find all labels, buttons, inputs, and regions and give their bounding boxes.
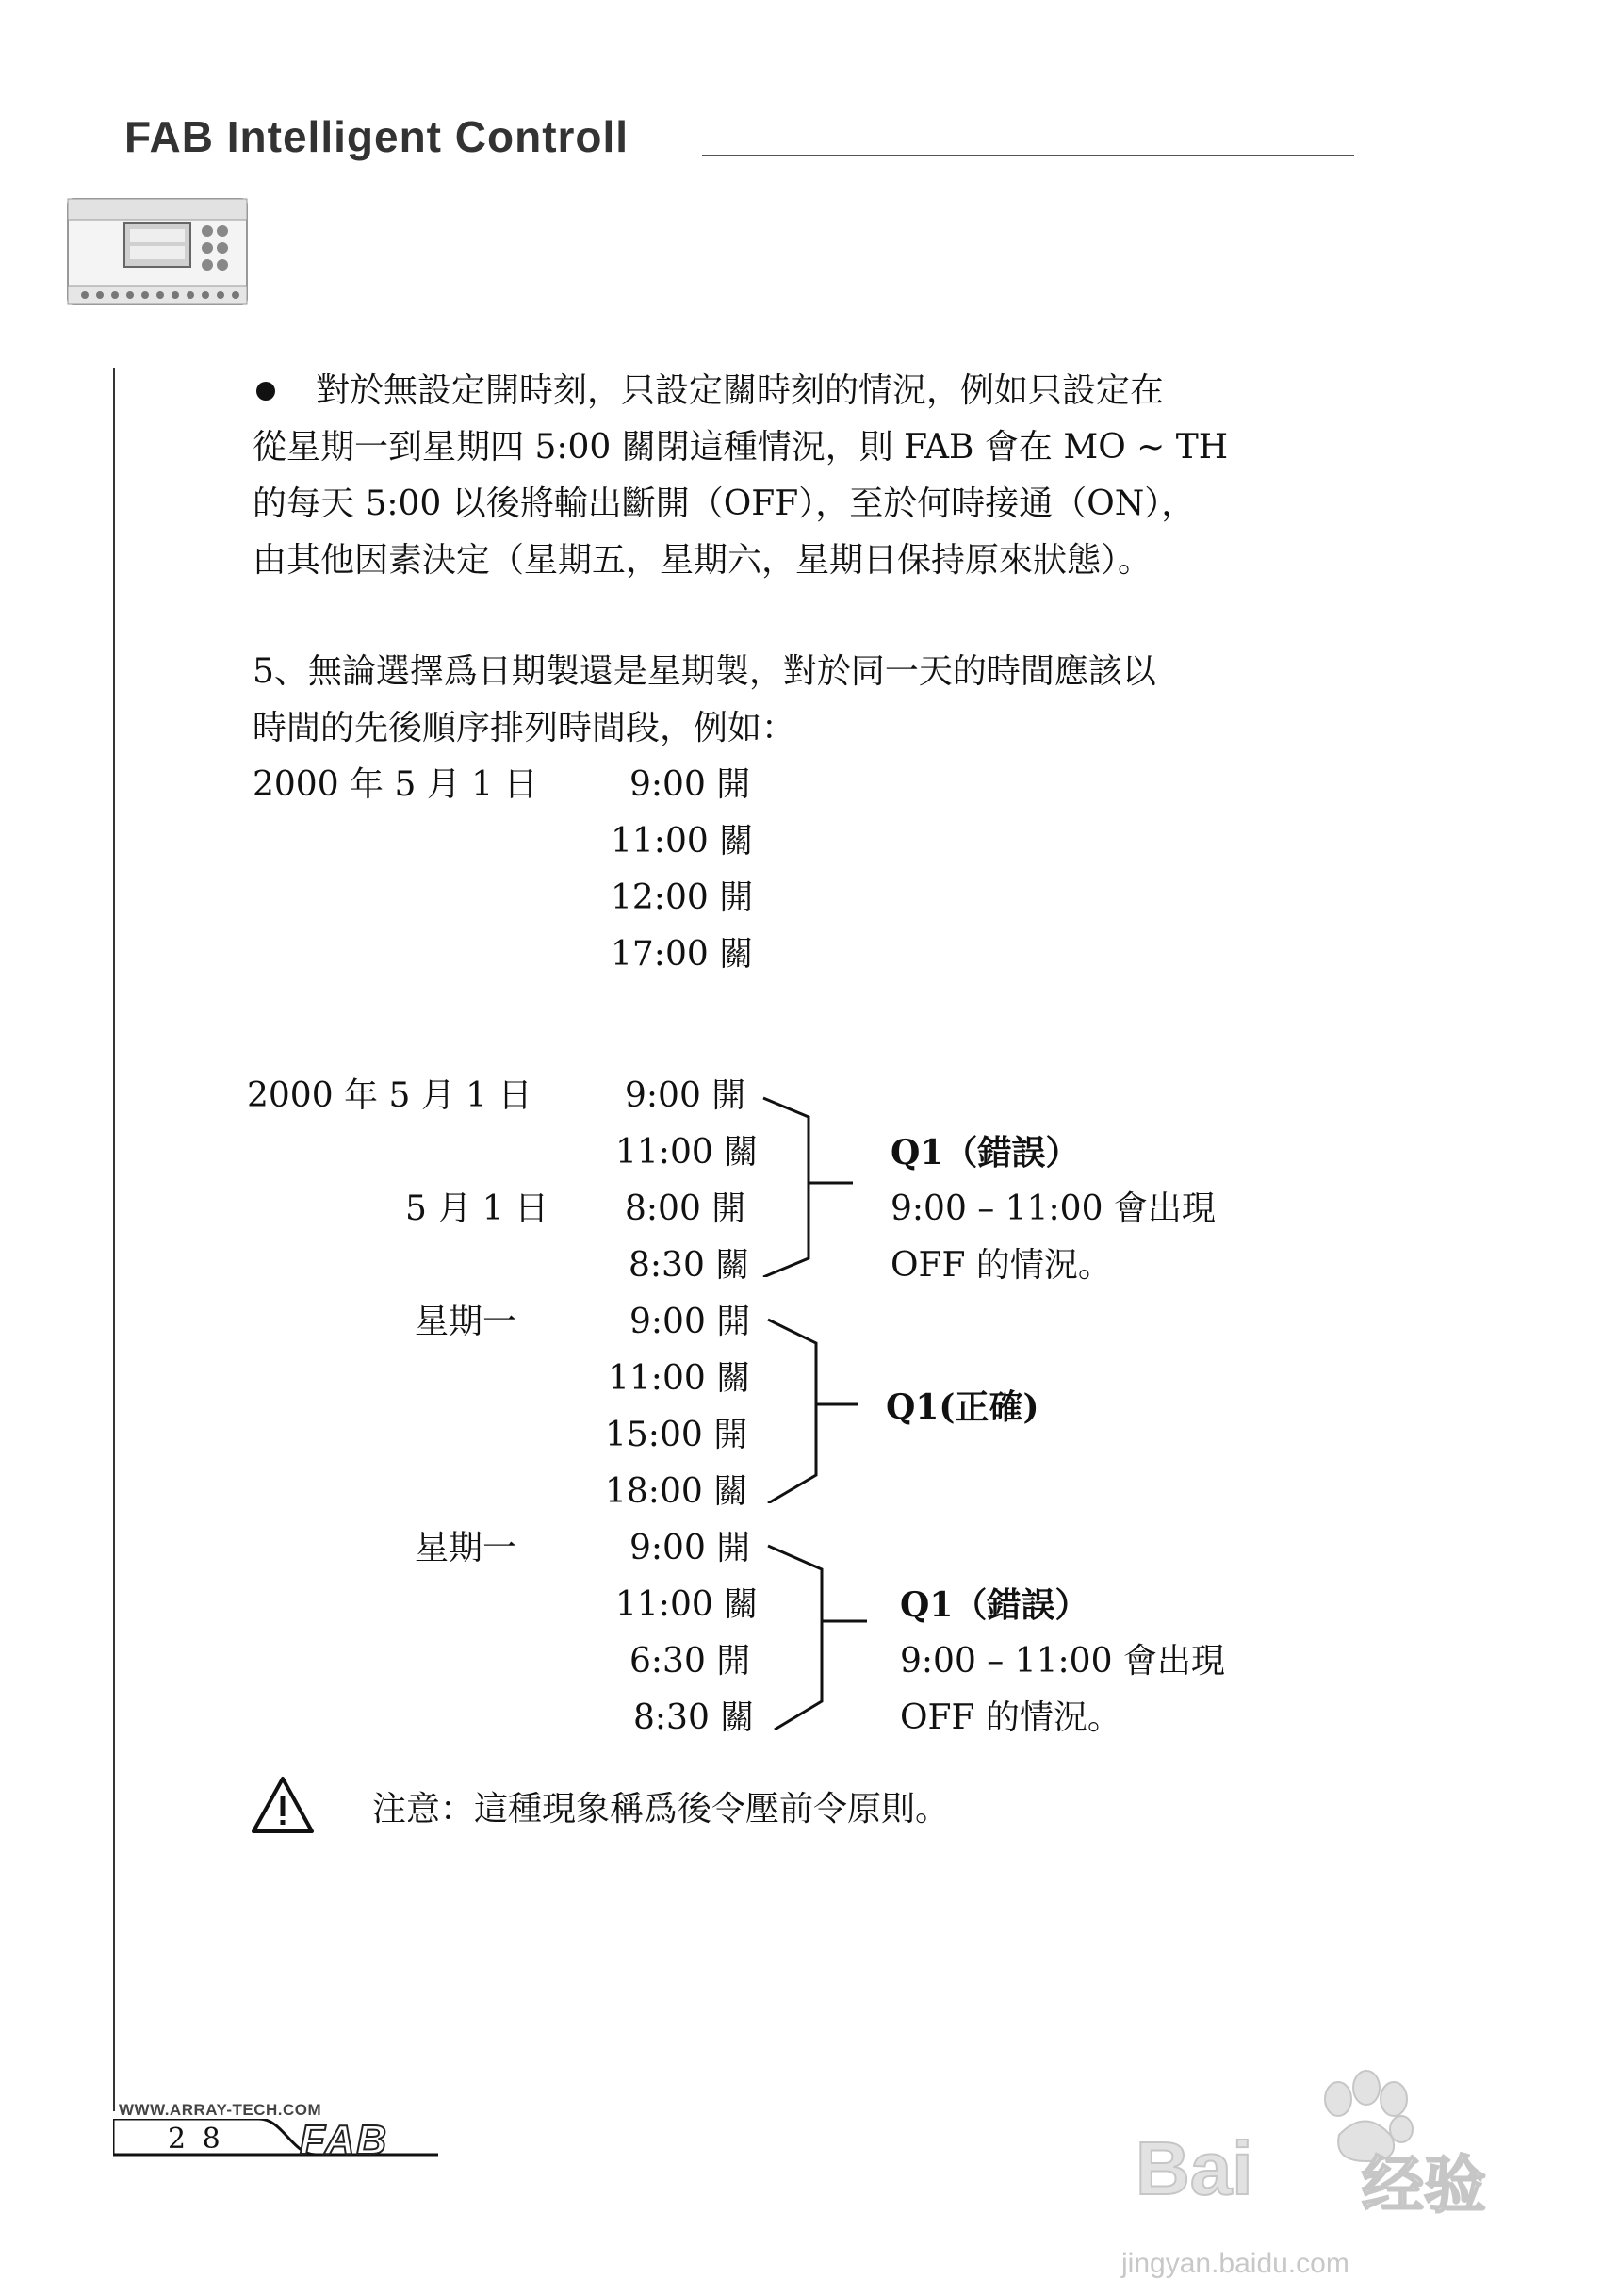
example4-day: 星期一	[415, 1529, 517, 1567]
bullet-icon	[256, 382, 275, 401]
example3-time-1: 9:00 開	[629, 1303, 751, 1341]
example1-time-4: 17:00 關	[611, 935, 754, 974]
example2-time-2: 11:00 關	[615, 1133, 759, 1172]
example4-bracket	[763, 1541, 905, 1730]
example3-time-3: 15:00 開	[605, 1416, 748, 1454]
example1-date: 2000 年 5 月 1 日	[253, 765, 538, 804]
section5-line-2: 時間的先後順序排列時間段，例如：	[253, 709, 796, 747]
plc-device-image	[66, 193, 250, 313]
note-line-3: 的每天 5:00 以後將輸出斷開（OFF），至於何時接通（ON），	[253, 484, 1196, 523]
example4-time-4: 8:30 關	[633, 1698, 755, 1737]
example4-time-2: 11:00 關	[615, 1585, 759, 1624]
example2-time-3: 8:00 開	[625, 1189, 746, 1228]
left-margin-rule	[113, 368, 115, 2111]
watermark-brand: Bai	[1136, 2126, 1253, 2210]
example2-bracket	[754, 1089, 886, 1277]
example2-result-line-2: OFF 的情況。	[891, 1246, 1112, 1285]
example3-bracket	[763, 1315, 895, 1503]
footer-url: WWW.ARRAY-TECH.COM	[119, 2101, 322, 2119]
warning-text: 注意：這種現象稱爲後令壓前令原則。	[372, 1790, 950, 1829]
example1-time-2: 11:00 關	[611, 822, 754, 861]
example4-result-title: Q1（錯誤）	[900, 1585, 1089, 1625]
example3-time-4: 18:00 關	[605, 1472, 748, 1511]
warning-icon	[250, 1775, 316, 1835]
page-number: 2 8	[168, 2123, 224, 2156]
example2-result-title: Q1（錯誤）	[891, 1133, 1080, 1173]
example2-time-1: 9:00 開	[625, 1076, 746, 1115]
example4-result-line-1: 9:00 – 11:00 會出現	[900, 1642, 1225, 1681]
footer-page-tab	[113, 2119, 438, 2157]
example2-date-1: 2000 年 5 月 1 日	[247, 1076, 532, 1115]
example2-time-4: 8:30 關	[629, 1246, 750, 1285]
page-header-title: FAB Intelligent Controll	[124, 112, 629, 161]
section5-line-1: 5、無論選擇爲日期製還是星期製，對於同一天的時間應該以	[253, 652, 1156, 691]
example2-date-2: 5 月 1 日	[405, 1189, 549, 1228]
note-line-1: 對於無設定開時刻，只設定關時刻的情況，例如只設定在	[316, 371, 1165, 410]
example4-result-line-2: OFF 的情況。	[900, 1698, 1121, 1737]
note-line-2: 從星期一到星期四 5:00 關閉這種情況，則 FAB 會在 MO ~ TH	[253, 428, 1229, 467]
example4-time-1: 9:00 開	[629, 1529, 751, 1567]
example3-time-2: 11:00 關	[608, 1359, 751, 1398]
example4-time-3: 6:30 開	[629, 1642, 751, 1681]
header-rule	[702, 155, 1354, 156]
note-line-4: 由其他因素決定（星期五，星期六，星期日保持原來狀態）。	[253, 541, 1152, 580]
example1-time-3: 12:00 開	[611, 878, 754, 917]
watermark-brand-cn: 经验	[1362, 2149, 1486, 2222]
example3-result-title: Q1(正確)	[886, 1387, 1039, 1427]
example1-time-1: 9:00 開	[629, 765, 751, 804]
footer-fab-logo: FAB	[300, 2117, 388, 2163]
watermark-site: jingyan.baidu.com	[1121, 2248, 1349, 2279]
example2-result-line-1: 9:00 – 11:00 會出現	[891, 1189, 1216, 1228]
example3-day: 星期一	[415, 1303, 517, 1341]
